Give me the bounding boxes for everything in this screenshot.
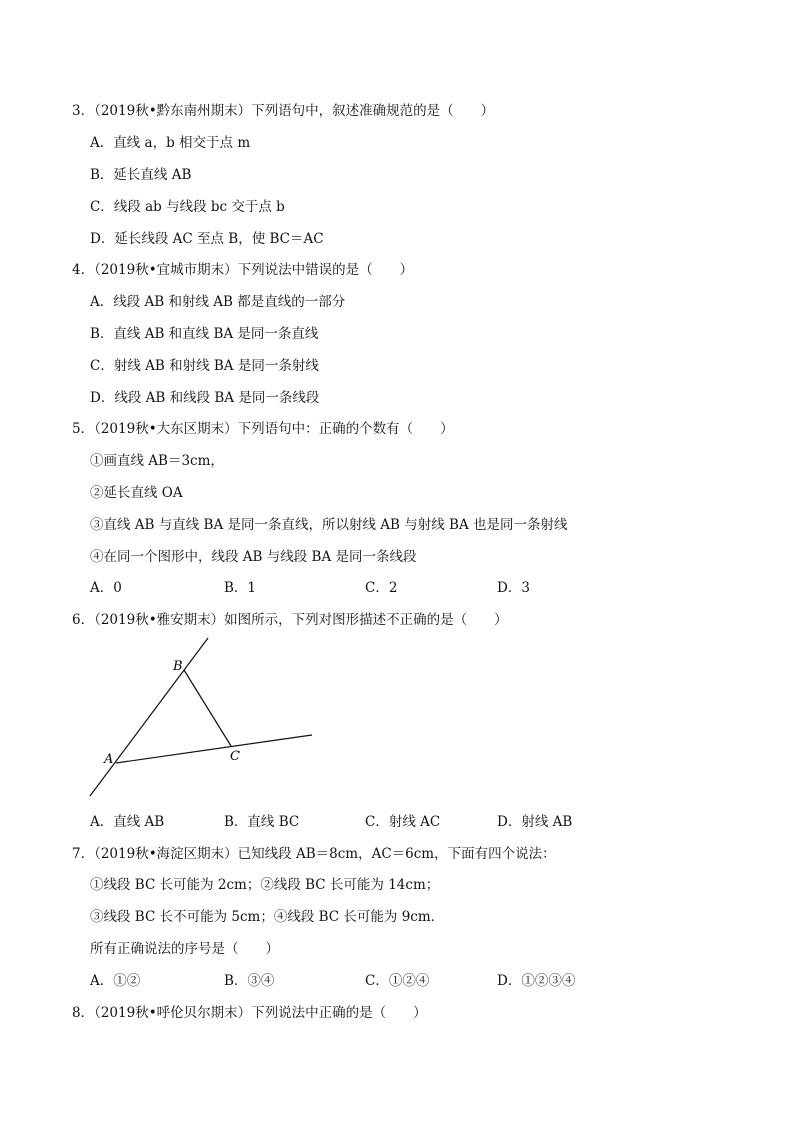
- question-3-option-b: B．延长直线 AB: [90, 167, 192, 183]
- question-7-statement-2: ③线段 BC 长不可能为 5cm；④线段 BC 长可能为 9cm．: [90, 909, 445, 925]
- question-7-statement-1: ①线段 BC 长可能为 2cm；②线段 BC 长可能为 14cm；: [90, 877, 440, 893]
- question-3-option-d: D．延长线段 AC 至点 B，使 BC＝AC: [90, 231, 324, 247]
- segment-bc: [184, 670, 231, 746]
- question-7-stem: 7．（2019秋•海淀区期末）已知线段 AB＝8cm，AC＝6cm，下面有四个说法：: [72, 846, 556, 862]
- question-4-option-d: D．线段 AB 和线段 BA 是同一条线段: [90, 390, 320, 406]
- question-5-statement-4: ④在同一个图形中，线段 AB 与线段 BA 是同一条线段: [90, 549, 417, 565]
- label-a: A: [104, 752, 114, 767]
- question-7-choice-d: D．①②③④: [497, 973, 576, 989]
- question-4-option-a: A．线段 AB 和射线 AB 都是直线的一部分: [90, 294, 346, 310]
- question-5-stem: 5．（2019秋•大东区期末）下列语句中：正确的个数有（ ）: [72, 421, 454, 437]
- question-4-option-b: B．直线 AB 和直线 BA 是同一条直线: [90, 326, 319, 342]
- question-6-choice-d: D．射线 AB: [497, 814, 573, 830]
- question-5-statement-3: ③直线 AB 与直线 BA 是同一条直线，所以射线 AB 与射线 BA 也是同一条射线: [90, 517, 568, 533]
- question-6-choice-a: A．直线 AB: [90, 814, 165, 830]
- question-3-stem: 3．（2019秋•黔东南州期末）下列语句中，叙述准确规范的是（ ）: [72, 103, 495, 119]
- question-7-choice-a: A．①②: [90, 973, 141, 989]
- question-6-stem: 6．（2019秋•雅安期末）如图所示，下列对图形描述不正确的是（ ）: [72, 612, 508, 628]
- question-4-stem: 4．（2019秋•宜城市期末）下列说法中错误的是（ ）: [72, 262, 414, 278]
- ray-ac: [116, 735, 312, 763]
- question-8-stem: 8．（2019秋•呼伦贝尔期末）下列说法中正确的是（ ）: [72, 1005, 427, 1021]
- question-7-statement-3: 所有正确说法的序号是（ ）: [90, 941, 279, 957]
- question-5-choice-b: B．1: [224, 580, 257, 596]
- question-7-choice-c: C．①②④: [365, 973, 430, 989]
- question-5-statement-2: ②延长直线 OA: [90, 485, 183, 501]
- question-3-option-a: A．直线 a，b 相交于点 m: [90, 135, 251, 151]
- line-ab: [90, 638, 208, 796]
- question-7-choice-b: B．③④: [224, 973, 275, 989]
- label-c: C: [230, 749, 240, 764]
- question-4-option-c: C．射线 AB 和射线 BA 是同一条射线: [90, 358, 319, 374]
- question-3-option-c: C．线段 ab 与线段 bc 交于点 b: [90, 199, 285, 215]
- question-5-choice-a: A．0: [90, 580, 122, 596]
- question-5-choice-c: C．2: [365, 580, 398, 596]
- question-6-choice-c: C．射线 AC: [365, 814, 441, 830]
- geometry-figure: [80, 636, 320, 798]
- question-6-choice-b: B．直线 BC: [224, 814, 300, 830]
- question-5-choice-d: D．3: [497, 580, 530, 596]
- question-5-statement-1: ①画直线 AB＝3cm，: [90, 453, 224, 469]
- label-b: B: [173, 659, 183, 674]
